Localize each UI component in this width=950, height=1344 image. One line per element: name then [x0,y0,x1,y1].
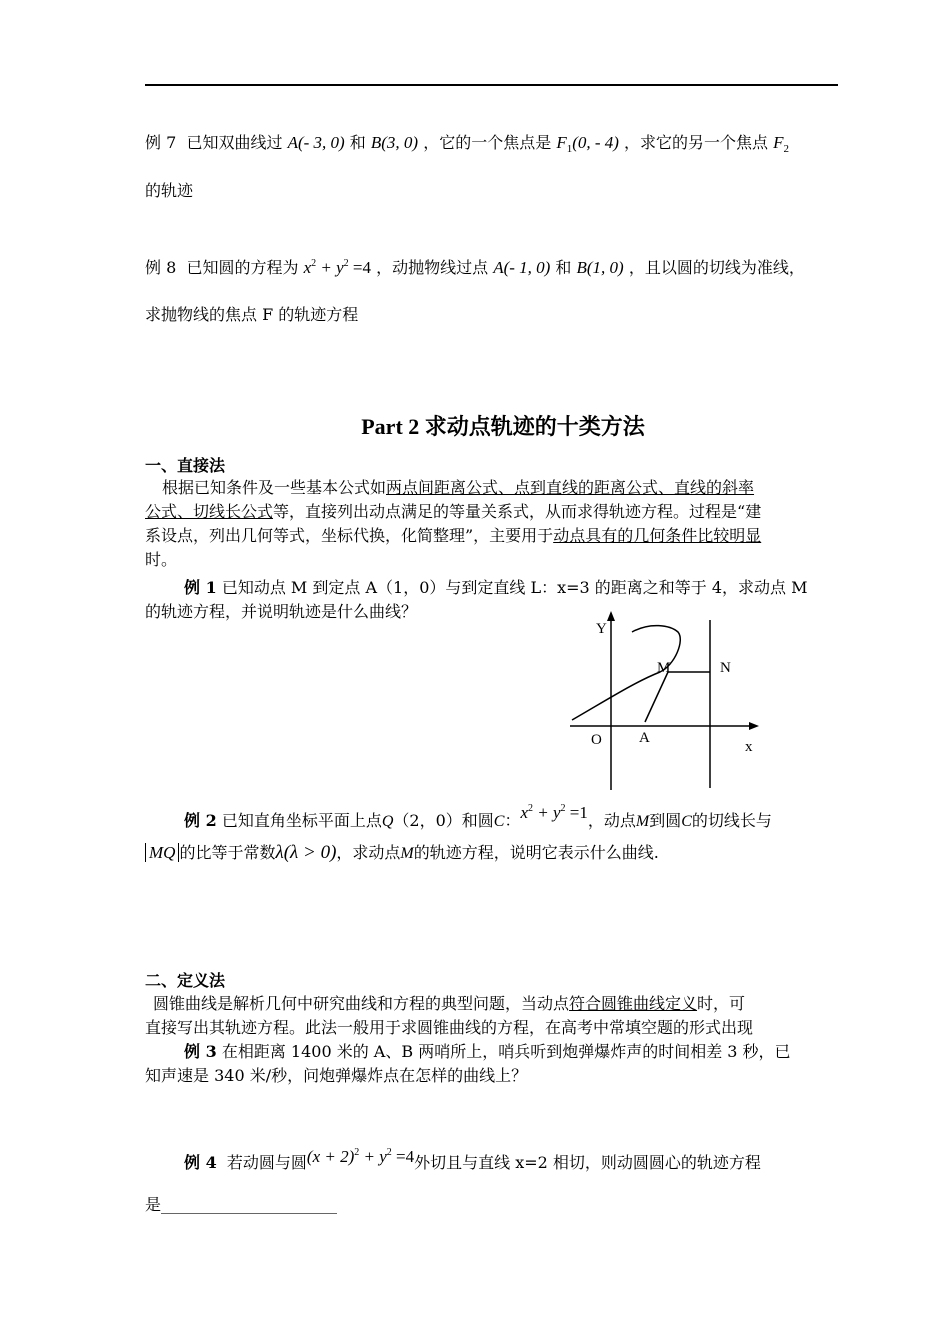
label-y: Y [596,621,607,637]
label-a: A [639,730,650,746]
text: 和 [349,133,366,152]
section-1-para-line-4: 时。 [145,550,178,569]
example-label: 例 7 [145,133,177,152]
example-2-line-1: 例 2 已知直角坐标平面上点Q（2，0）和圆C：$x^2 + y^2 =1$，动点M到圆C的切线长与 [184,803,772,830]
point-b: B(1, 0) [576,258,624,277]
example-1-line-1: 例 1 已知动点 M 到定点 A（1，0）与到定直线 L：x=3 的距离之和等于 4，求动点 M [184,578,808,597]
example-7-line-2: 的轨迹 [145,181,194,200]
example-label: 例 1 [184,578,217,597]
x-axis-arrow [749,722,759,730]
example-label: 例 8 [145,258,177,277]
circle-equation: $x^2 + y^2 =1$ [520,803,588,822]
section-1-para-line-3: 系设点，列出几何等式，坐标代换，化简整理”，主要用于动点具有的几何条件比较明显 [145,526,762,545]
lambda-condition: λ(λ > 0) [275,842,337,863]
example-4-line-2: 是______________________ [145,1195,338,1214]
circle-equation: $x^2 + y^2 =4$ [303,258,371,277]
focus-f1: $F_1(0$, - 4) [556,133,619,155]
section-1-para-line-2: 公式、切线长公式等，直接列出动点满足的等量关系式，从而求得轨迹方程。过程是“建 [145,502,762,521]
example-2-line-2: MQ 的比等于常数λ(λ > 0)，求动点M的轨迹方程，说明它表示什么曲线. [145,840,659,864]
example-1-line-2: 的轨迹方程，并说明轨迹是什么曲线？ [145,602,418,621]
text: 已知圆的方程为 [186,258,299,277]
section-1-heading: 一、直接法 [145,456,226,475]
example-8-line-1 [145,255,805,278]
text: ，求它的另一个焦点 [624,133,769,152]
example-4-line-1: 例 4 若动圆与圆$(x + 2)^2 + y^2 =4$外切且与直线 x=2 相切，则动圆圆心的轨迹方程 [184,1147,761,1172]
example-label: 例 2 [184,811,217,830]
label-n: N [720,660,731,676]
example-label: 例 3 [184,1042,217,1061]
text: ，且以圆的切线为准线， [628,258,805,277]
segment-ma [645,672,668,722]
point-b: B(3, 0) [370,133,419,152]
example-7-line-1 [145,130,789,155]
y-axis-arrow [607,611,615,621]
example-label: 例 4 [184,1153,217,1172]
text: ，它的一个焦点是 [423,133,552,152]
section-1-para-line-1: 根据已知条件及一些基本公式如两点间距离公式、点到直线的距离公式、直线的斜率 [162,478,755,497]
example-3-line-2: 知声速是 340 米/秒，问炮弹爆炸点在怎样的曲线上？ [145,1066,528,1085]
header-rule [145,84,838,86]
section-2-heading: 二、定义法 [145,971,226,990]
label-o: O [591,732,602,748]
example-8-line-2: 求抛物线的焦点 F 的轨迹方程 [145,305,359,324]
abs-mq: MQ [145,843,179,862]
circle-equation: $(x + 2)^2 + y^2 =4$ [306,1147,415,1166]
section-2-para-line-2: 直接写出其轨迹方程。此法一般用于求圆锥曲线的方程，在高考中常填空题的形式出现 [145,1018,754,1037]
part-2-title: Part 2 求动点轨迹的十类方法 [361,414,645,439]
label-x: x [745,739,753,755]
example-3-line-1: 例 3 在相距离 1400 米的 A、B 两哨所上，哨兵听到炮弹爆炸声的时间相差 3 秒，已 [184,1042,791,1061]
label-m: M [657,660,671,676]
section-2-para-line-1: 圆锥曲线是解析几何中研究曲线和方程的典型问题，当动点符合圆锥曲线定义时，可 [153,994,746,1013]
point-a: A(- 3, 0) [287,133,345,152]
text: ，动抛物线过点 [376,258,489,277]
point-a: A(- 1, 0) [493,258,551,277]
text: 和 [555,258,572,277]
figure-coordinate-diagram [560,610,780,795]
focus-f2: $F_2$ [773,133,790,155]
text: 已知双曲线过 [186,133,283,152]
